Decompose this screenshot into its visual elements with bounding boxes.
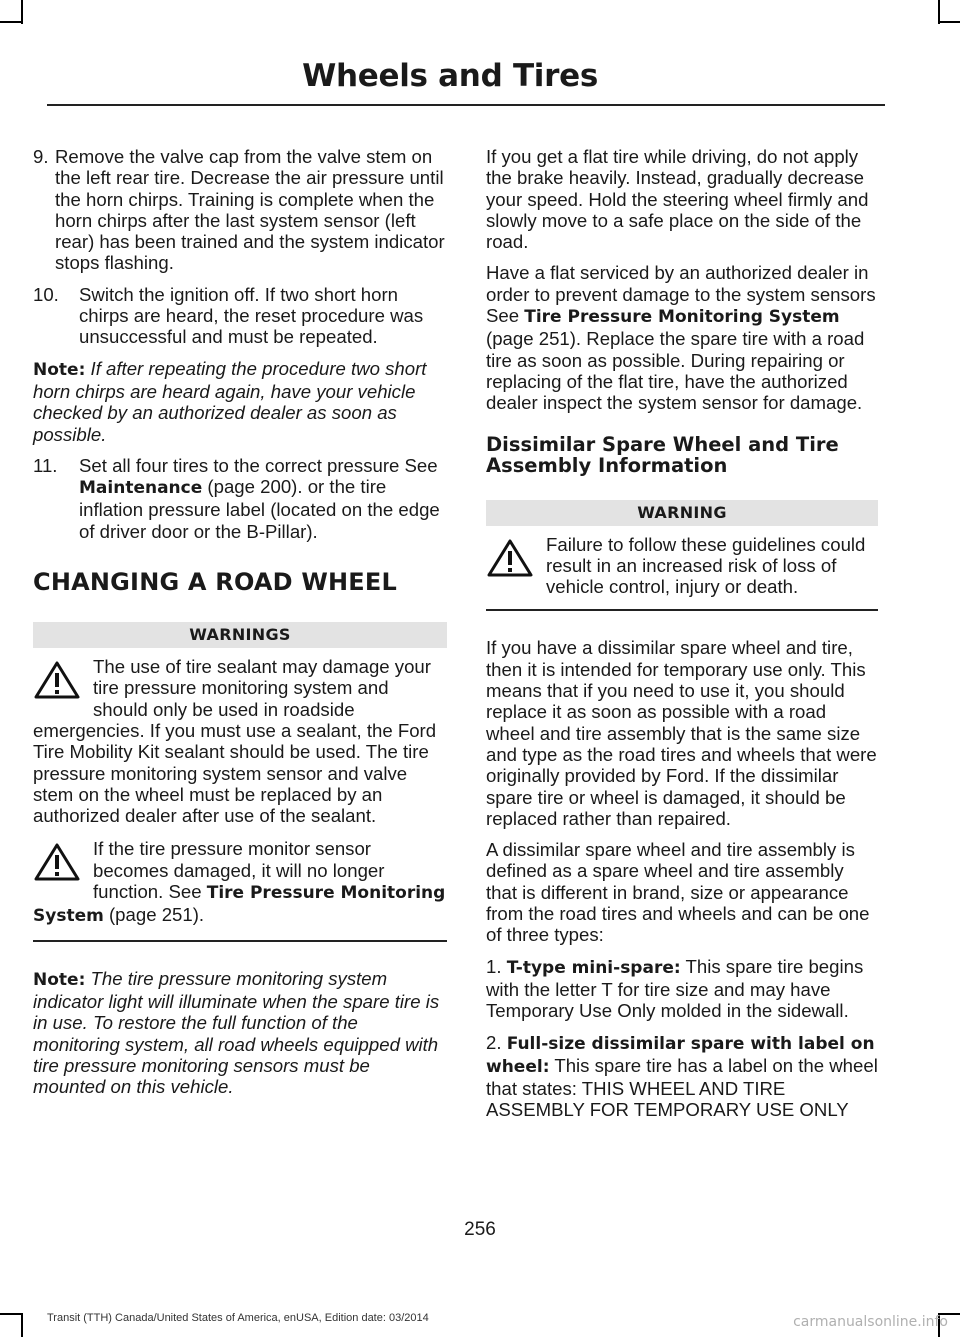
note xyxy=(33,358,447,445)
item-number: 9. xyxy=(33,146,49,167)
text-run: (page 251). Replace the spare tire with a road tire as soon as possible. During repairing or replacing of the flat tire, have the authorized dealer inspect the system sensor for damage. xyxy=(486,328,865,414)
right-column xyxy=(486,146,878,1131)
warning-text: The use of tire sealant may damage your tire pressure monitoring system and should only be used in roadside emergencies. If you must use a sealant, the Ford Tire Mobility Kit sealant should be used. The tire pressure monitoring system sensor and valve stem on the wheel must be replaced by an authorized dealer after use of the sealant. xyxy=(33,656,437,827)
spare-type-item xyxy=(486,1032,878,1121)
warning-triangle-icon xyxy=(33,660,81,700)
text-run: This spare tire begins with the letter T for tire size and may have Temporary Use Only molded in the sidewall. xyxy=(486,955,864,1022)
note-text: If after repeating the procedure two short horn chirps are heard again, have your vehicle checked by an authorized dealer as soon as possible. xyxy=(33,357,427,445)
warning-triangle-icon xyxy=(33,842,81,882)
warning-triangle-icon xyxy=(486,538,534,578)
warning-block xyxy=(33,656,447,826)
item-text: Switch the ignition off. If two short horn chirps are heard, the reset procedure was unsuccessful and must be repeated. xyxy=(79,283,424,348)
spare-type-item xyxy=(486,956,878,1022)
text-run: This spare tire has a label on the wheel that states: THIS WHEEL AND TIRE ASSEMBLY FOR TEMPORARY USE ONLY xyxy=(486,1054,878,1121)
crop-mark xyxy=(21,1313,23,1337)
warnings-header: WARNINGS xyxy=(33,622,447,648)
page-number: 256 xyxy=(464,1219,496,1240)
subheading: Dissimilar Spare Wheel and Tire Assembly Information xyxy=(486,432,839,477)
item-number: 2. xyxy=(486,1031,507,1053)
list-item xyxy=(33,284,447,348)
watermark: carmanualsonline.info xyxy=(793,1314,948,1330)
footer-edition: Transit (TTH) Canada/United States of America, enUSA, Edition date: 03/2014 xyxy=(47,1312,429,1324)
tpms-link[interactable]: Tire Pressure Monitoring System xyxy=(524,307,840,328)
section-title: CHANGING A ROAD WHEEL xyxy=(33,568,397,597)
spare-type-label: T-type mini-spare: xyxy=(506,957,681,978)
item-text xyxy=(33,455,447,542)
page-title: Wheels and Tires xyxy=(302,58,598,94)
header-divider xyxy=(47,104,885,106)
list-item xyxy=(33,455,447,542)
maintenance-link[interactable]: Maintenance xyxy=(79,478,203,499)
text-run: Set all four tires to the correct pressure See xyxy=(79,454,438,476)
warning-block xyxy=(33,838,447,927)
paragraph: If you have a dissimilar spare wheel and tire, then it is intended for temporary use only. This means that if you need to use it, you should replace it as soon as possible with a road wheel and tire assembly that is the same size and type as the road tires and wheels that were originally provided by Ford. If the dissimilar spare tire or wheel is damaged, it should be replaced rather than repaired. xyxy=(486,637,877,829)
item-number: 1. xyxy=(486,955,507,977)
warning-text: If the tire pressure monitor sensor becomes damaged, it will no longer function. See xyxy=(93,838,385,903)
note-label: Note: xyxy=(33,969,86,990)
paragraph xyxy=(486,262,878,413)
item-text: Remove the valve cap from the valve stem on the left rear tire. Decrease the air pressure until the horn chirps. Training is complete when the horn chirps after the last system sensor (left rear) has been trained and the system indicator stops flashing. xyxy=(55,146,445,274)
warning-text: Failure to follow these guidelines could result in an increased risk of loss of vehicle control, injury or death. xyxy=(546,533,866,598)
item-number: 10. xyxy=(33,283,59,305)
crop-mark xyxy=(938,21,960,23)
note-text: The tire pressure monitoring system indicator light will illuminate when the spare tire is in use. To restore the full function of the monitoring system, all road wheels equipped with tire pressure monitoring sensors must be mounted on this vehicle. xyxy=(33,967,440,1098)
note-label: Note: xyxy=(33,359,86,380)
warning-block xyxy=(486,534,878,598)
left-column xyxy=(33,146,447,1107)
text-run: (page 251). xyxy=(103,904,205,926)
paragraph: A dissimilar spare wheel and tire assembly is defined as a spare wheel and tire assembly that is different in brand, size or appearance from the road tires and wheels and can be one of three types: xyxy=(486,839,870,946)
warning-divider xyxy=(486,609,878,611)
crop-mark xyxy=(0,1313,22,1315)
text-run: (page 200). or the tire inflation pressure label (located on the edge of driver door or the B-Pillar). xyxy=(79,476,440,542)
item-number: 11. xyxy=(33,454,58,476)
spare-type-label: Full-size dissimilar spare with label on wheel: xyxy=(486,1033,875,1077)
tpms-link[interactable]: Tire Pressure Monitoring System xyxy=(33,883,446,927)
list-item xyxy=(33,146,447,274)
warning-header: WARNING xyxy=(486,500,878,526)
warning-divider xyxy=(33,940,447,942)
crop-mark xyxy=(0,21,22,23)
paragraph: If you get a flat tire while driving, do not apply the brake heavily. Instead, gradually decrease your speed. Hold the steering wheel firmly and slowly move to a safe place on the side of the road. xyxy=(486,146,869,253)
text-run: Have a flat serviced by an authorized dealer in order to prevent damage to the system sensors See xyxy=(486,262,876,327)
note xyxy=(33,968,447,1098)
